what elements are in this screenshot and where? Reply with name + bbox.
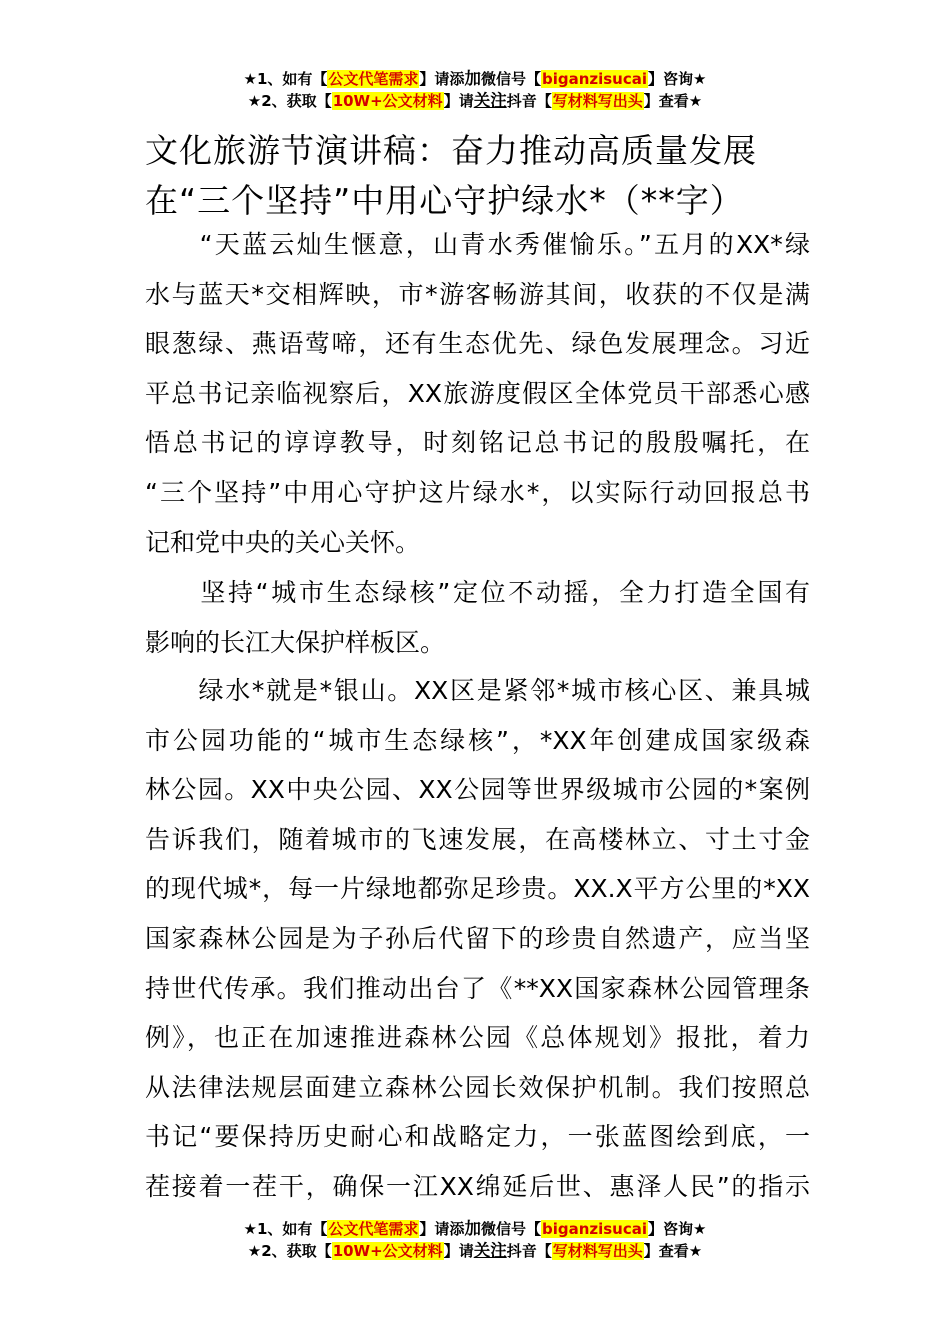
- title-line: 文化旅游节演讲稿：奋力推动高质量发展: [145, 131, 757, 170]
- text-line: 从法律法规层面建立森林公园长效保护机制。我们按照总: [145, 1072, 810, 1102]
- banner-line-2: [0, 90, 950, 112]
- banner-text: 抖音【: [506, 1242, 552, 1260]
- text-line: 市公园功能的“城市生态绿核”，*XX年创建成国家级森: [145, 725, 810, 755]
- header-banner: [0, 68, 950, 112]
- douyin-account-highlight: 写材料写出头: [552, 1242, 643, 1260]
- banner-highlight: 公文代笔需求: [328, 70, 419, 88]
- banner-text: ★2、获取【: [247, 1242, 332, 1260]
- banner-highlight: 10W+公文材料: [332, 92, 443, 110]
- banner-text: 】咨询★: [648, 1220, 707, 1238]
- text-line: 眼葱绿、燕语莺啼，还有生态优先、绿色发展理念。习近: [145, 329, 810, 359]
- text-line: 的现代城*，每一片绿地都弥足珍贵。XX.X平方公里的*XX: [145, 874, 810, 904]
- paragraph-1: [145, 220, 810, 567]
- wechat-id-highlight: biganzisucai: [541, 1220, 648, 1238]
- banner-highlight: 公文代笔需求: [328, 1220, 419, 1238]
- banner-text: 微信号【: [480, 1220, 541, 1238]
- banner-text: 】请: [443, 1242, 474, 1260]
- text-line: 茬接着一茬干，确保一江XX绵延后世、惠泽人民”的指示: [145, 1171, 810, 1201]
- text-line: 持世代传承。我们推动出台了《**XX国家森林公园管理条: [145, 973, 810, 1003]
- paragraph-3: [145, 666, 810, 1212]
- banner-line-2: [0, 1240, 950, 1262]
- text-line: “天蓝云灿生惬意，山青水秀催愉乐。”五月的XX*绿: [145, 230, 810, 259]
- title-line: 在“三个坚持”中用心守护绿水*（**字）: [145, 181, 744, 220]
- text-line: 坚持“城市生态绿核”定位不动摇，全力打造全国有: [145, 578, 810, 607]
- text-line: 林公园。XX中央公园、XX公园等世界级城市公园的*案例: [145, 775, 810, 805]
- banner-text: 】查看★: [643, 92, 703, 110]
- text-line: 平总书记亲临视察后，XX旅游度假区全体党员干部悉心感: [145, 378, 810, 408]
- banner-text: 关注: [473, 91, 507, 110]
- text-line: 悟总书记的谆谆教导，时刻铭记总书记的殷殷嘱托，在: [145, 428, 810, 458]
- paragraph-2: [145, 568, 810, 667]
- banner-text: 加: [464, 1219, 481, 1238]
- text-line: “三个坚持”中用心守护这片绿水*，以实际行动回报总书: [145, 477, 810, 507]
- banner-text: 加: [464, 69, 481, 88]
- banner-text: 】请添: [419, 1220, 465, 1238]
- banner-text: 】请: [443, 92, 474, 110]
- text-line: 国家森林公园是为子孙后代留下的珍贵自然遗产，应当坚: [145, 923, 810, 953]
- banner-text: 关注: [473, 1241, 507, 1260]
- banner-highlight: 10W+公文材料: [332, 1242, 443, 1260]
- text-line: 告诉我们，随着城市的飞速发展，在高楼林立、寸土寸金: [145, 824, 810, 854]
- text-line: 例》，也正在加速推进森林公园《总体规划》报批，着力: [145, 1023, 810, 1053]
- banner-text: 抖音【: [506, 92, 552, 110]
- banner-text: ★1、如有【: [243, 70, 328, 88]
- banner-text: ★1、如有【: [243, 1220, 328, 1238]
- text-line: 记和党中央的关心关怀。: [145, 527, 421, 557]
- footer-banner: [0, 1218, 950, 1262]
- douyin-account-highlight: 写材料写出头: [552, 92, 643, 110]
- banner-text: 】查看★: [643, 1242, 703, 1260]
- banner-text: ★2、获取【: [247, 92, 332, 110]
- text-line: 水与蓝天*交相辉映，市*游客畅游其间，收获的不仅是满: [145, 279, 810, 309]
- banner-text: 】请添: [419, 70, 465, 88]
- banner-line-1: [0, 68, 950, 90]
- text-line: 影响的长江大保护样板区。: [145, 627, 446, 657]
- wechat-id-highlight: biganzisucai: [541, 70, 648, 88]
- text-line: 书记“要保持历史耐心和战略定力，一张蓝图绘到底，一: [145, 1122, 810, 1152]
- document-title: [145, 126, 845, 226]
- text-line: 绿水*就是*银山。XX区是紧邻*城市核心区、兼具城: [145, 676, 810, 705]
- banner-text: 微信号【: [480, 70, 541, 88]
- banner-line-1: [0, 1218, 950, 1240]
- banner-text: 】咨询★: [648, 70, 707, 88]
